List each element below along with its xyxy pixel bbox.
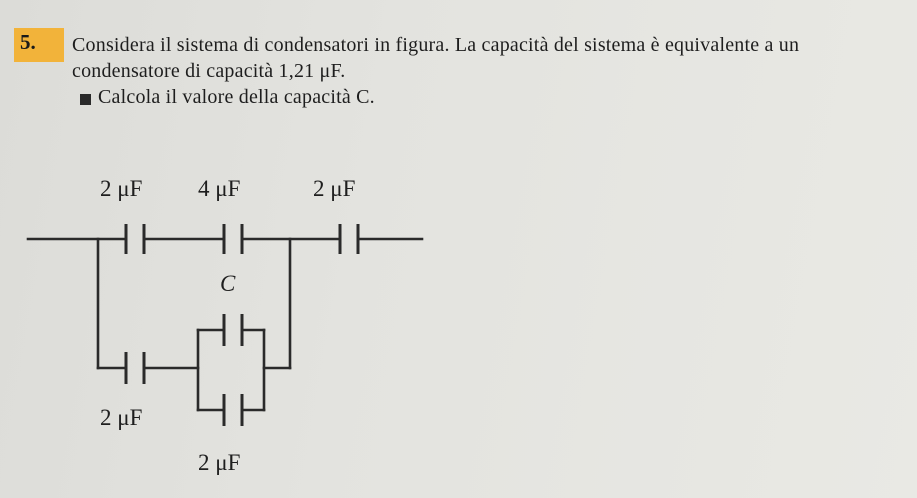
capacitor-lower-middle	[224, 394, 242, 426]
label-top-left-capacitor: 2 μF	[100, 176, 143, 201]
capacitor-top-left	[126, 224, 144, 254]
problem-text-line-1: Considera il sistema di condensatori in figura. La capacità del sistema è equivalente a un	[72, 34, 800, 56]
label-unknown-capacitor: C	[220, 271, 236, 296]
left-branch-wire	[98, 239, 198, 368]
parallel-block-wire	[198, 239, 290, 410]
capacitor-top-right	[340, 224, 358, 254]
capacitor-lower-left	[126, 352, 144, 384]
problem-number: 5.	[20, 30, 36, 54]
label-lower-left-capacitor: 2 μF	[100, 405, 143, 430]
question-text: Calcola il valore della capacità C.	[98, 86, 375, 108]
capacitor-top-middle	[224, 224, 242, 254]
label-top-middle-capacitor: 4 μF	[198, 176, 241, 201]
capacitor-unknown-c	[224, 314, 242, 346]
label-top-right-capacitor: 2 μF	[313, 176, 356, 201]
label-lower-middle-capacitor: 2 μF	[198, 450, 241, 475]
problem-text-line-2: condensatore di capacità 1,21 μF.	[72, 60, 346, 82]
